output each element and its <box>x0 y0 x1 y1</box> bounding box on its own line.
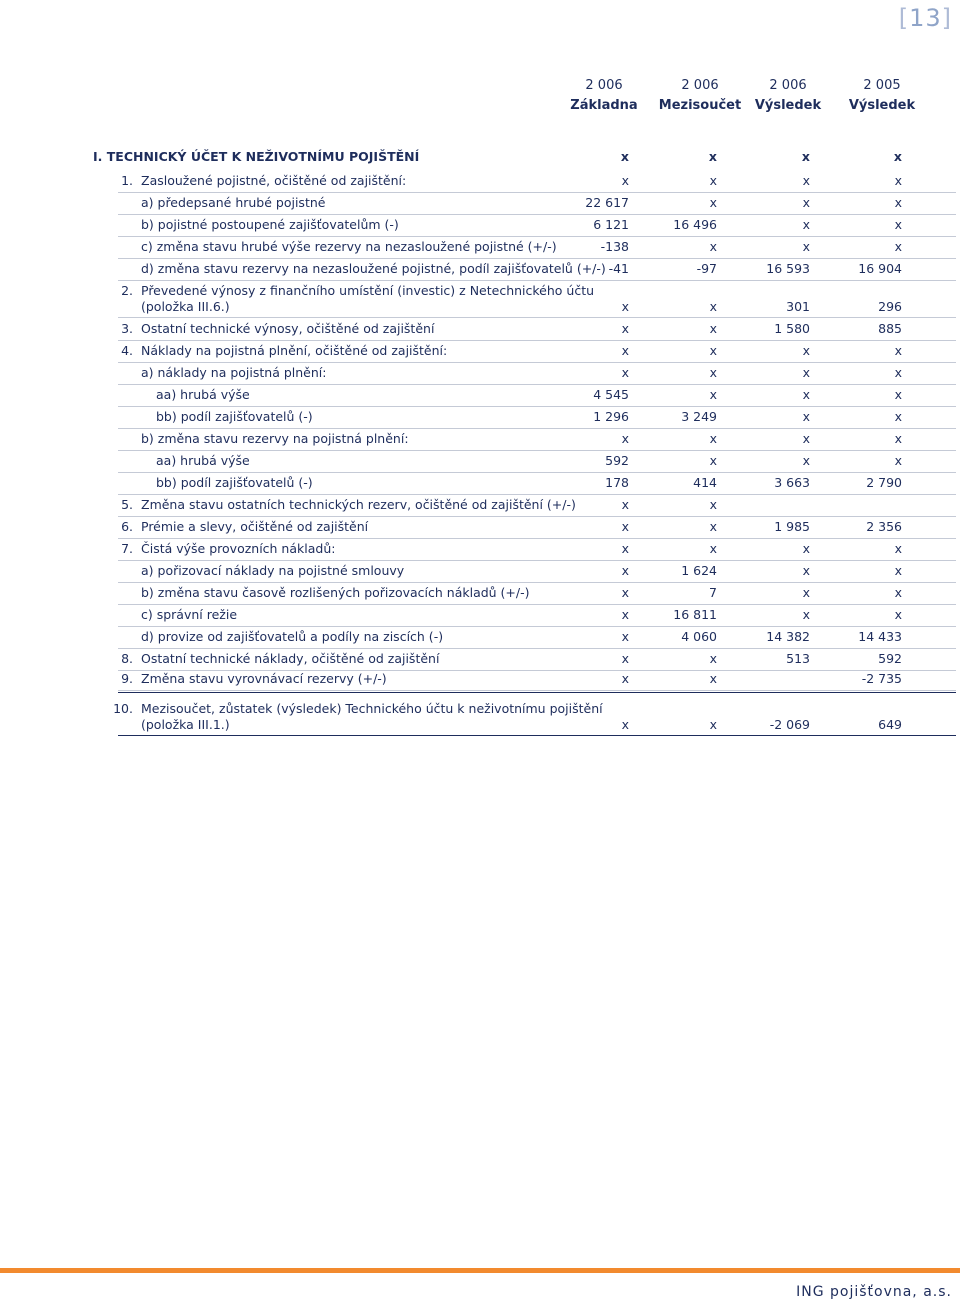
row-separator <box>118 582 956 583</box>
section-value-2: x <box>708 149 717 164</box>
row-separator <box>118 428 956 429</box>
row-number: 3. <box>121 321 133 336</box>
row-value-3: x <box>802 365 810 380</box>
row-value-4: x <box>894 195 902 210</box>
row-value-2: x <box>709 541 717 556</box>
row-value-3: 513 <box>786 651 810 666</box>
row-separator <box>118 340 956 341</box>
row-value-4: 2 356 <box>866 519 902 534</box>
column-header-result-2006: 2 006 Výsledek <box>754 78 822 113</box>
row-value-1: x <box>621 299 629 314</box>
row-value-1: x <box>621 321 629 336</box>
row-value-4: 16 904 <box>858 261 902 276</box>
row-value-4: x <box>894 387 902 402</box>
row-value-2: x <box>709 195 717 210</box>
page-number: [13] <box>898 4 952 32</box>
row-value-1: 6 121 <box>593 217 629 232</box>
row-value-3: x <box>802 585 810 600</box>
row-separator <box>118 258 956 259</box>
row-label: Ostatní technické výnosy, očištěné od zajištění <box>141 321 435 336</box>
row-value-2: x <box>709 173 717 188</box>
row-value-2: x <box>709 717 717 732</box>
row-value-3: x <box>802 239 810 254</box>
row-value-4: x <box>894 585 902 600</box>
row-separator <box>118 406 956 407</box>
row-separator <box>118 214 956 215</box>
row-label: Čistá výše provozních nákladů: <box>141 541 336 556</box>
row-value-3: x <box>802 387 810 402</box>
row-value-2: 7 <box>709 585 717 600</box>
row-value-2: x <box>709 431 717 446</box>
row-number: 5. <box>121 497 133 512</box>
row-value-3: x <box>802 173 810 188</box>
column-header-subtotal: 2 006 Mezisoučet <box>658 78 742 113</box>
row-separator <box>118 648 956 649</box>
row-value-1: x <box>621 607 629 622</box>
row-value-4: x <box>894 239 902 254</box>
row-label: Zasloužené pojistné, očištěné od zajištění: <box>141 173 407 188</box>
row-value-1: x <box>621 497 629 512</box>
row-value-2: x <box>709 321 717 336</box>
row-separator <box>118 192 956 193</box>
row-value-2: x <box>709 343 717 358</box>
row-value-4: x <box>894 217 902 232</box>
row-value-2: x <box>709 453 717 468</box>
row-value-4: x <box>894 343 902 358</box>
row-value-2: x <box>709 387 717 402</box>
row-label: Náklady na pojistná plnění, očištěné od zajištění: <box>141 343 448 358</box>
row-value-3: x <box>802 431 810 446</box>
row-separator <box>118 560 956 561</box>
column-header-basis: 2 006 Základna <box>570 78 638 113</box>
row-label: Změna stavu ostatních technických rezerv, očištěné od zajištění (+/-) <box>141 497 576 512</box>
row-value-2: x <box>709 651 717 666</box>
row-value-1: -138 <box>600 239 629 254</box>
row-label: aa) hrubá výše <box>156 387 250 402</box>
row-value-3: x <box>802 563 810 578</box>
row-value-3: 16 593 <box>766 261 810 276</box>
row-value-3: x <box>802 607 810 622</box>
row-value-3: 1 580 <box>774 321 810 336</box>
row-number: 7. <box>121 541 133 556</box>
section-value-4: x <box>893 149 902 164</box>
row-value-4: 592 <box>878 651 902 666</box>
row-number: 1. <box>121 173 133 188</box>
row-separator <box>118 236 956 237</box>
row-value-4: 885 <box>878 321 902 336</box>
column-header-result-2005: 2 005 Výsledek <box>848 78 916 113</box>
row-separator <box>118 690 956 691</box>
row-value-1: x <box>621 173 629 188</box>
row-label: bb) podíl zajišťovatelů (-) <box>156 409 313 424</box>
row-value-2: 4 060 <box>681 629 717 644</box>
row-number: 9. <box>121 671 133 686</box>
row-separator <box>118 494 956 495</box>
row-value-1: 1 296 <box>593 409 629 424</box>
row-separator <box>118 516 956 517</box>
row-separator <box>118 472 956 473</box>
row-separator <box>118 604 956 605</box>
row-label: c) změna stavu hrubé výše rezervy na nezasloužené pojistné (+/-) <box>141 239 557 254</box>
row-value-4: x <box>894 409 902 424</box>
row-label: c) správní režie <box>141 607 238 622</box>
row-value-1: x <box>621 585 629 600</box>
row-value-1: x <box>621 671 629 686</box>
row-value-2: 3 249 <box>681 409 717 424</box>
row-separator <box>118 538 956 539</box>
row-label: a) předepsané hrubé pojistné <box>141 195 326 210</box>
row-value-1: x <box>621 717 629 732</box>
row-label: Změna stavu vyrovnávací rezervy (+/-) <box>141 671 387 686</box>
row-value-4: x <box>894 431 902 446</box>
row-value-4: 2 790 <box>866 475 902 490</box>
row-number: 6. <box>121 519 133 534</box>
row-label: d) provize od zajišťovatelů a podíly na ziscích (-) <box>141 629 444 644</box>
row-label: d) změna stavu rezervy na nezasloužené pojistné, podíl zajišťovatelů (+/-) <box>141 261 606 276</box>
row-value-2: x <box>709 519 717 534</box>
row-value-1: x <box>621 541 629 556</box>
row-number: 10. <box>113 701 133 716</box>
row-value-2: 1 624 <box>681 563 717 578</box>
row-separator <box>118 384 956 385</box>
row-value-3: 3 663 <box>774 475 810 490</box>
row-value-1: x <box>621 563 629 578</box>
row-value-1: 4 545 <box>593 387 629 402</box>
row-value-2: 16 811 <box>673 607 717 622</box>
total-row-top-separator <box>118 692 956 693</box>
row-label: b) pojistné postoupené zajišťovatelům (-) <box>141 217 399 232</box>
row-value-4: x <box>894 541 902 556</box>
row-value-4: x <box>894 607 902 622</box>
row-number: 8. <box>121 651 133 666</box>
row-label: Ostatní technické náklady, očištěné od zajištění <box>141 651 440 666</box>
row-label: aa) hrubá výše <box>156 453 250 468</box>
section-value-3: x <box>801 149 810 164</box>
row-value-1: x <box>621 519 629 534</box>
row-label: b) změna stavu časově rozlišených pořizovacích nákladů (+/-) <box>141 585 530 600</box>
row-value-4: x <box>894 563 902 578</box>
row-label: a) pořizovací náklady na pojistné smlouvy <box>141 563 405 578</box>
row-value-4: 649 <box>878 717 902 732</box>
row-label: Mezisoučet, zůstatek (výsledek) Technického účtu k neživotnímu pojištění (položka III.1.) <box>141 701 603 732</box>
row-value-3: x <box>802 195 810 210</box>
section-value-1: x <box>620 149 629 164</box>
row-value-2: x <box>709 365 717 380</box>
row-label: a) náklady na pojistná plnění: <box>141 365 327 380</box>
row-value-2: x <box>709 299 717 314</box>
row-value-4: 296 <box>878 299 902 314</box>
row-separator <box>118 626 956 627</box>
row-value-4: x <box>894 365 902 380</box>
footer-accent-bar <box>0 1268 960 1273</box>
row-value-1: x <box>621 343 629 358</box>
row-separator <box>118 735 956 736</box>
row-number: 2. <box>121 283 133 298</box>
row-value-3: 14 382 <box>766 629 810 644</box>
section-title: I. TECHNICKÝ ÚČET K NEŽIVOTNÍMU POJIŠTĚNÍ <box>93 149 420 164</box>
row-value-4: -2 735 <box>861 671 902 686</box>
footer-company-name: ING pojišťovna, a.s. <box>796 1284 952 1300</box>
row-value-4: 14 433 <box>858 629 902 644</box>
row-label: Převedené výnosy z finančního umístění (investic) z Netechnického účtu (položka III.6.) <box>141 283 595 314</box>
row-value-2: x <box>709 497 717 512</box>
row-value-3: x <box>802 541 810 556</box>
row-value-3: -2 069 <box>769 717 810 732</box>
row-value-1: 592 <box>605 453 629 468</box>
row-label: b) změna stavu rezervy na pojistná plnění: <box>141 431 409 446</box>
row-value-2: x <box>709 671 717 686</box>
row-value-3: 1 985 <box>774 519 810 534</box>
row-value-1: x <box>621 629 629 644</box>
row-label: bb) podíl zajišťovatelů (-) <box>156 475 313 490</box>
row-value-2: x <box>709 239 717 254</box>
row-value-4: x <box>894 453 902 468</box>
row-value-3: x <box>802 453 810 468</box>
row-value-1: 178 <box>605 475 629 490</box>
row-value-1: 22 617 <box>585 195 629 210</box>
row-value-2: 414 <box>693 475 717 490</box>
row-separator <box>118 317 956 318</box>
row-value-4: x <box>894 173 902 188</box>
row-value-3: x <box>802 217 810 232</box>
row-value-2: -97 <box>696 261 717 276</box>
row-value-3: 301 <box>786 299 810 314</box>
row-value-1: x <box>621 365 629 380</box>
row-separator <box>118 280 956 281</box>
row-value-1: x <box>621 651 629 666</box>
row-label: Prémie a slevy, očištěné od zajištění <box>141 519 369 534</box>
row-separator <box>118 362 956 363</box>
row-value-2: 16 496 <box>673 217 717 232</box>
row-value-1: -41 <box>608 261 629 276</box>
row-value-3: x <box>802 409 810 424</box>
row-value-3: x <box>802 343 810 358</box>
row-separator <box>118 450 956 451</box>
row-value-1: x <box>621 431 629 446</box>
row-number: 4. <box>121 343 133 358</box>
